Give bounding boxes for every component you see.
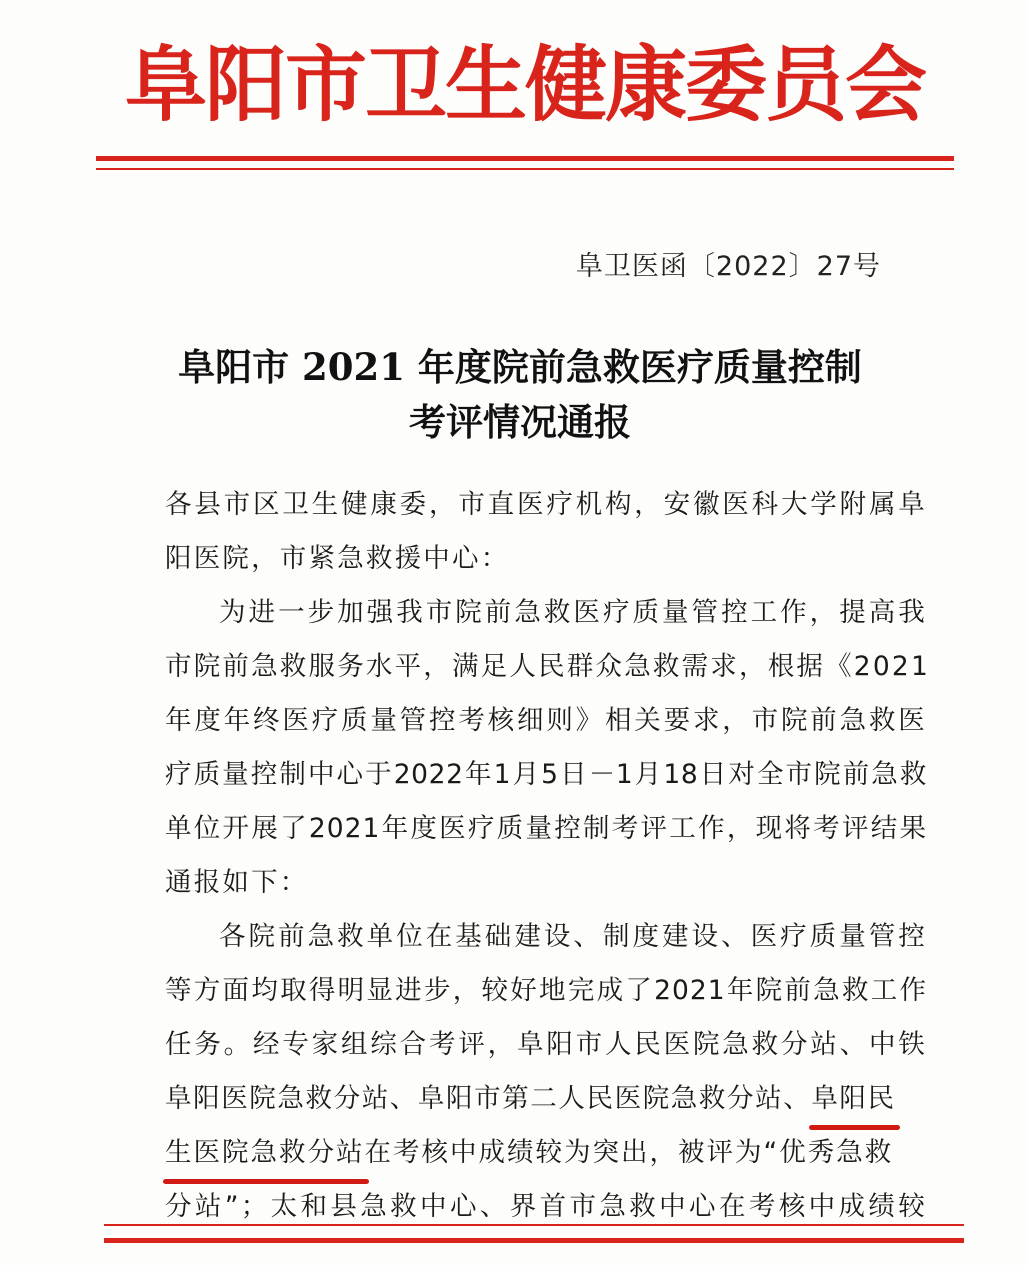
body-line: 阳医院，市紧急救援中心： [165, 543, 510, 574]
highlighted-underline: 生医院急救分站 [165, 1126, 365, 1180]
letterhead-rule-thin [96, 168, 954, 170]
body-line: 各县市区卫生健康委，市直医疗机构，安徽医科大学附属阜 [165, 489, 927, 520]
body-line: 等方面均取得明显进步，较好地完成了2021年院前急救工作 [165, 975, 927, 1006]
letterhead-rule-thick [96, 156, 954, 161]
body-line: 疗质量控制中心于2022年1月5日－1月18日对全市院前急救 [165, 759, 927, 790]
document-title-line-2: 考评情况通报 [409, 400, 631, 444]
body-line: 单位开展了2021年度医疗质量控制考评工作，现将考评结果 [165, 813, 927, 844]
body-line: 年度年终医疗质量管控考核细则》相关要求，市院前急救医 [165, 705, 927, 736]
document-body [165, 478, 931, 1234]
body-line: 市院前急救服务水平，满足人民群众急救需求，根据《2021 [165, 651, 931, 682]
document-title-line-1: 阜阳市 2021 年度院前急救医疗质量控制 [178, 345, 862, 389]
body-line: 为进一步加强我市院前急救医疗质量管控工作，提高我 [219, 597, 927, 628]
body-line-segment: 在考核中成绩较为突出，被评为“优秀急救 [364, 1137, 894, 1168]
document-number: 阜卫医函〔2022〕27号 [575, 251, 881, 282]
footer-rule-thin [104, 1224, 964, 1226]
body-line: 任务。经专家组综合考评，阜阳市人民医院急救分站、中铁 [165, 1029, 927, 1060]
letterhead-title: 阜阳市卫生健康委员会 [124, 36, 925, 133]
highlighted-underline: 阜阳民 [811, 1072, 895, 1126]
body-line-with-highlight [165, 1072, 927, 1126]
footer-rule-thick [104, 1238, 964, 1243]
body-line-segment: 阜阳医院急救分站、阜阳市第二人民医院急救分站、 [165, 1083, 812, 1114]
body-line: 各院前急救单位在基础建设、制度建设、医疗质量管控 [219, 921, 927, 952]
body-line: 通报如下： [165, 867, 309, 898]
body-line: 分站”；太和县急救中心、界首市急救中心在考核中成绩较 [165, 1191, 927, 1222]
body-line-with-highlight [165, 1126, 927, 1180]
document-title [120, 340, 920, 450]
